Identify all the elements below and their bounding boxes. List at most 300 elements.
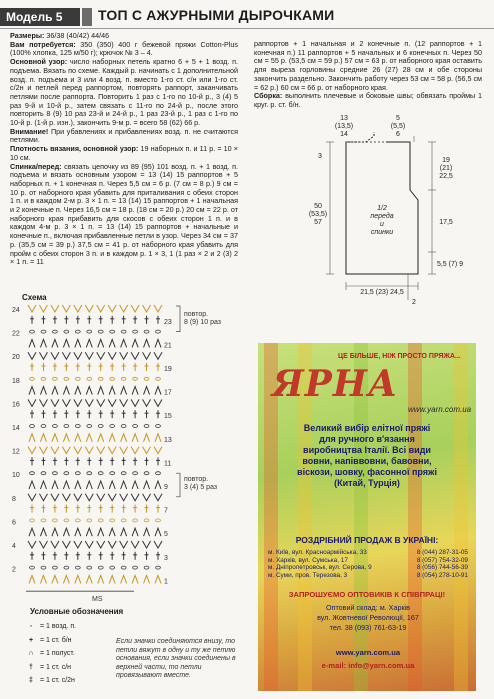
chart-stitch-mark bbox=[51, 352, 59, 359]
chart-stitch-mark bbox=[75, 566, 80, 569]
chart-row-label: 4 bbox=[12, 543, 16, 550]
chart-stitch-mark bbox=[85, 447, 93, 454]
retail-heading: РОЗДРІБНИЙ ПРОДАЖ В УКРАЇНІ: bbox=[295, 535, 439, 545]
ad-main-text: Великий вибір елітної пряжі для ручного в'язання виробництва Італії. Всі види вовни, напіввовни, бавовни, віскози, шовку, фасонної пряжі (Китай, Турція) bbox=[297, 423, 437, 488]
chart-row-label: 1 bbox=[164, 578, 168, 586]
dim-right-a-3: 22,5 bbox=[439, 173, 453, 180]
chart-stitch-mark bbox=[132, 434, 138, 442]
chart-stitch-mark bbox=[133, 472, 138, 475]
chart-stitch-mark bbox=[133, 330, 138, 333]
chart-stitch-mark bbox=[132, 481, 138, 489]
diagram-label-1: 1/2 bbox=[377, 205, 387, 212]
chart-stitch-mark bbox=[40, 575, 46, 583]
page-title: ТОП С АЖУРНЫМИ ДЫРОЧКАМИ bbox=[98, 7, 335, 23]
dim-top-mid-3: 6 bbox=[396, 131, 400, 138]
dim-right-b: 17,5 bbox=[439, 219, 453, 226]
chart-stitch-mark bbox=[62, 352, 70, 359]
chart-row-label: 6 bbox=[12, 519, 16, 527]
dim-top-left: 13 bbox=[340, 115, 348, 122]
header-marker bbox=[82, 8, 92, 26]
chart-stitch-mark bbox=[75, 339, 81, 347]
chart-stitch-mark bbox=[154, 541, 162, 548]
chart-stitch-mark bbox=[30, 566, 35, 569]
chart-stitch-mark bbox=[120, 399, 128, 406]
chart-stitch-mark bbox=[109, 339, 115, 347]
chart-stitch-mark bbox=[41, 425, 46, 428]
chart-stitch-mark bbox=[29, 434, 35, 442]
chart-stitch-mark bbox=[75, 377, 80, 380]
chart-row-label: 16 bbox=[12, 401, 20, 409]
chart-stitch-mark bbox=[86, 434, 92, 442]
treble-crochet-icon: ‡ bbox=[29, 677, 33, 684]
chart-row-label: 19 bbox=[164, 366, 172, 373]
chart-stitch-mark bbox=[29, 575, 35, 583]
chart-stitch-mark bbox=[40, 387, 46, 395]
main-pattern-paragraph: Основной узор: число наборных петель кратно 6 + 5 + 1 возд. п. подъема. Вязать по схеме. Каждый р. начинать с 1 дополнительной возд. п. подъема и 3 или 4 возд. п. вместо 1-го ст. с/н или 1-го ст. с/2н и петлей перед раппортом, повторять раппорт, заканчивать петлями после раппорта. Повторить 1 раз с 1-го по 10-й р., 3 (4) 5 раз 9-й и 10-й р., затем связать с 11-го по 24-й р., после этого повторить 8 (9) 10 раз 23-й и 24-й р., 1 раз 23-й р., 1 раз с 1-го по 10-й р. (1-й р. изн.), закончить 9-м р. = всего 58 (62) 66 р. bbox=[10, 57, 238, 128]
double-crochet-icon: † bbox=[29, 663, 33, 671]
chart-stitch-mark bbox=[154, 447, 162, 454]
chart-stitch-mark bbox=[108, 494, 116, 501]
chart-row-label: 17 bbox=[164, 389, 172, 397]
chart-stitch-mark bbox=[98, 481, 104, 489]
chart-stitch-mark bbox=[87, 425, 92, 428]
chart-stitch-mark bbox=[121, 519, 126, 522]
chart-stitch-mark bbox=[75, 387, 81, 395]
chart-stitch-mark bbox=[121, 377, 126, 380]
chart-stitch-mark bbox=[110, 566, 115, 569]
chart-stitch-mark bbox=[154, 352, 162, 359]
chart-stitch-mark bbox=[85, 494, 93, 501]
legend-item: † = 1 ст. с/н bbox=[22, 661, 132, 675]
chart-stitch-mark bbox=[39, 447, 47, 454]
chart-stitch-mark bbox=[98, 566, 103, 569]
chart-stitch-mark bbox=[51, 399, 59, 406]
chart-row-label: 7 bbox=[164, 507, 168, 515]
chart-stitch-mark bbox=[63, 339, 69, 347]
chart-stitch-mark bbox=[39, 541, 47, 548]
chart-stitch-mark bbox=[75, 519, 80, 522]
chart-stitch-mark bbox=[121, 330, 126, 333]
chart-stitch-mark bbox=[131, 352, 139, 359]
chart-stitch-mark bbox=[29, 387, 35, 395]
legend-item: ‡ = 1 ст. с/2н bbox=[22, 674, 132, 688]
chart-stitch-mark bbox=[108, 305, 116, 312]
chart-stitch-mark bbox=[62, 399, 70, 406]
diagram-label-2: переда bbox=[370, 213, 394, 220]
chart-stitch-mark bbox=[51, 541, 59, 548]
chart-stitch-mark bbox=[133, 566, 138, 569]
chart-stitch-mark bbox=[75, 434, 81, 442]
chart-stitch-mark bbox=[51, 447, 59, 454]
retail-row: м. Дніпропетровськ, вул. Серова, 9 8 (056) 744-56-39 bbox=[268, 564, 468, 572]
chart-stitch-mark bbox=[120, 447, 128, 454]
wholesale-invite: ЗАПРОШУЄМО ОПТОВИКІВ К СПІВПРАЦІ! bbox=[288, 590, 446, 599]
chart-stitch-mark bbox=[108, 399, 116, 406]
chart-row-label: 21 bbox=[164, 342, 172, 350]
chart-stitch-mark bbox=[29, 528, 35, 536]
chart-row-label: 15 bbox=[164, 413, 172, 421]
chart-stitch-mark bbox=[52, 481, 58, 489]
chart-stitch-mark bbox=[62, 494, 70, 501]
chart-stitch-mark bbox=[74, 305, 82, 312]
chart-row-label: 18 bbox=[12, 377, 20, 385]
dim-top-left-3: 14 bbox=[340, 131, 348, 138]
dim-right-c: 5,5 (7) 9 bbox=[436, 261, 464, 268]
chart-stitch-mark bbox=[28, 305, 36, 312]
chart-stitch-mark bbox=[41, 519, 46, 522]
repeat-count-top: 8 (9) 10 раз bbox=[184, 319, 221, 326]
chart-stitch-mark bbox=[75, 472, 80, 475]
chart-stitch-mark bbox=[87, 330, 92, 333]
chart-stitch-mark bbox=[63, 434, 69, 442]
chart-stitch-mark bbox=[30, 425, 35, 428]
chart-stitch-mark bbox=[86, 339, 92, 347]
chart-stitch-mark bbox=[28, 541, 36, 548]
chart-stitch-mark bbox=[131, 305, 139, 312]
chart-row-label: 10 bbox=[12, 472, 20, 480]
chart-row-label: 5 bbox=[164, 531, 168, 539]
garment-diagram bbox=[300, 115, 470, 312]
header-divider bbox=[0, 28, 494, 29]
chart-stitch-mark bbox=[110, 377, 115, 380]
chart-stitch-mark bbox=[40, 481, 46, 489]
chart-row-label: 24 bbox=[12, 307, 20, 314]
chart-stitch-mark bbox=[121, 528, 127, 536]
repeat-bracket-mid bbox=[176, 473, 180, 497]
chart-stitch-mark bbox=[131, 447, 139, 454]
chart-stitch-mark bbox=[155, 528, 161, 536]
chart-stitch-mark bbox=[40, 434, 46, 442]
chart-stitch-mark bbox=[132, 387, 138, 395]
chart-stitch-mark bbox=[30, 330, 35, 333]
chart-stitch-mark bbox=[133, 377, 138, 380]
instructions-right bbox=[254, 40, 482, 110]
back-front-paragraph: Спинка/перед: связать цепочку из 89 (95) 101 возд. п. + 1 возд. п. подъема и вязать основным узором = 13 (14) 15 раппортов + 5 наборных п. + 1 конечная п. Через 5,5 см = 6 р. (7 см = 8 р.) 9 см = 10 р. от наборного края убавить для приталивания с обеих сторон 1 п. и в каждом 2-м р. 3 × 1 п. = 13 (14) 15 раппортов + 1 начальная и 2 конечные п. Через 16,5 см = 18 р. (18 см = 20 р.) 20 см = 22 р. от наборного края прибавить для скосов с обеих сторон 1 п. и в каждом 4-м р. 3 × 1 п. = 13 (14) 15 раппортов + начальные и конечные п., включая прибавленные петли в узор. Через 34 см = 37 р. (35,5 см = 39 р.) 37,5 см = 41 р. от наборного края убавить для пройм с обеих сторон 3 п. и в каждом р. 1 × 3, 1 (1 раз × 2 и 2 (3) 2 × 1 п. = 11 bbox=[10, 161, 238, 267]
chart-stitch-mark bbox=[121, 339, 127, 347]
chart-stitch-mark bbox=[86, 387, 92, 395]
chart-stitch-mark bbox=[108, 352, 116, 359]
chart-stitch-mark bbox=[87, 519, 92, 522]
repeat-label-mid: повтор. bbox=[184, 476, 209, 484]
chart-stitch-mark bbox=[74, 399, 82, 406]
chart-stitch-mark bbox=[64, 566, 69, 569]
chart-stitch-mark bbox=[86, 575, 92, 583]
chart-stitch-mark bbox=[108, 447, 116, 454]
brand-logo: ЯРНА bbox=[272, 363, 399, 405]
chart-stitch-mark bbox=[110, 330, 115, 333]
chart-ms-label: MS bbox=[92, 596, 103, 604]
chart-stitch-mark bbox=[41, 472, 46, 475]
chart-stitch-mark bbox=[75, 425, 80, 428]
chart-stitch-mark bbox=[64, 330, 69, 333]
chart-stitch-mark bbox=[143, 399, 151, 406]
chart-stitch-mark bbox=[121, 481, 127, 489]
chart-stitch-mark bbox=[98, 434, 104, 442]
chart-stitch-mark bbox=[98, 472, 103, 475]
half-double-icon: ∩ bbox=[28, 650, 34, 657]
chart-stitch-mark bbox=[75, 330, 80, 333]
chart-stitch-mark bbox=[156, 566, 161, 569]
chart-stitch-mark bbox=[144, 387, 150, 395]
chart-stitch-mark bbox=[154, 305, 162, 312]
chart-stitch-mark bbox=[75, 528, 81, 536]
chart-stitch-mark bbox=[98, 387, 104, 395]
chart-stitch-mark bbox=[144, 481, 150, 489]
chart-stitch-mark bbox=[98, 519, 103, 522]
dim-right-a: 19 bbox=[442, 157, 450, 164]
chart-row-label: 23 bbox=[164, 318, 172, 326]
chart-stitch-mark bbox=[110, 425, 115, 428]
chart-row-label: 9 bbox=[164, 484, 168, 491]
chart-stitch-mark bbox=[28, 494, 36, 501]
chart-stitch-mark bbox=[144, 425, 149, 428]
chart-stitch-mark bbox=[156, 519, 161, 522]
chart-stitch-mark bbox=[74, 494, 82, 501]
chart-stitch-mark bbox=[97, 494, 105, 501]
dim-bottom: 21,5 (23) 24,5 bbox=[360, 289, 404, 296]
legend-item: ◦ = 1 возд. п. bbox=[22, 620, 132, 634]
chart-stitch-mark bbox=[143, 352, 151, 359]
chart-stitch-mark bbox=[109, 387, 115, 395]
dim-left-mark: 3 bbox=[318, 153, 322, 160]
chart-stitch-mark bbox=[53, 330, 58, 333]
chart-stitch-mark bbox=[28, 447, 36, 454]
chart-stitch-mark bbox=[144, 566, 149, 569]
chart-stitch-mark bbox=[155, 481, 161, 489]
chart-stitch-mark bbox=[30, 472, 35, 475]
chart-stitch-mark bbox=[74, 541, 82, 548]
wholesale-info: Оптовий склад: м. Харків вул. Жовтневої Революції, 167 тел. 38 (093) 761-63-19 bbox=[317, 603, 419, 632]
chart-stitch-mark bbox=[109, 434, 115, 442]
dim-top-mid-2: (5,5) bbox=[390, 123, 406, 130]
single-crochet-icon: + bbox=[28, 636, 34, 644]
chart-stitch-mark bbox=[121, 472, 126, 475]
retail-row: м. Харків, вул. Сумська, 17 8 (057) 754-32-09 bbox=[268, 556, 468, 564]
gauge-paragraph: Плотность вязания, основной узор: 19 наборных п. и 11 р. = 10 × 10 см. bbox=[10, 144, 238, 162]
materials-paragraph: Вам потребуется: 350 (350) 400 г бежевой пряжи Cotton-Plus (100% хлопка, 125 м/50 г); крючок № 3 – 4. bbox=[10, 39, 238, 58]
chart-stitch-mark bbox=[53, 425, 58, 428]
chart-stitch-mark bbox=[144, 575, 150, 583]
chart-stitch-mark bbox=[64, 519, 69, 522]
chart-stitch-mark bbox=[156, 425, 161, 428]
chart-stitch-mark bbox=[74, 447, 82, 454]
repeat-count-mid: 3 (4) 5 раз bbox=[184, 484, 218, 492]
chart-stitch-mark bbox=[110, 472, 115, 475]
chart-stitch-mark bbox=[97, 305, 105, 312]
chart-stitch-mark bbox=[62, 305, 70, 312]
email-link[interactable]: e-mail: info@yarn.com.ua bbox=[321, 661, 415, 670]
chart-stitch-mark bbox=[64, 425, 69, 428]
chart-stitch-mark bbox=[132, 575, 138, 583]
chart-row-label: 22 bbox=[12, 330, 20, 338]
dim-left-total-2: (53,5) bbox=[308, 211, 328, 218]
chart-stitch-mark bbox=[39, 399, 47, 406]
dim-top-mid: 5 bbox=[396, 115, 400, 122]
continuation-paragraph: раппортов + 1 начальная и 2 конечные п. (12 раппортов + 1 конечная п.) 11 раппортов + 5 начальных и 6 конечных п. Через 50 см = 55 р. (53,5 см = 59 р.) 57 см = 63 р. от наборного края оставить для выреза горловины средние 26 (27) 28 см и обе стороны закончить раздельно. Закончить работу через 53 см = 58 р. (56,5 см = 62 р.) 60 см = 66 р. от наборного края. bbox=[254, 39, 482, 92]
chart-stitch-mark bbox=[53, 472, 58, 475]
chart-row-label: 20 bbox=[12, 354, 20, 362]
repeat-label-top: повтор. bbox=[184, 311, 209, 318]
chart-stitch-mark bbox=[98, 425, 103, 428]
chart-stitch-mark bbox=[63, 528, 69, 536]
chart-stitch-mark bbox=[86, 481, 92, 489]
chart-stitch-mark bbox=[110, 519, 115, 522]
chart-stitch-mark bbox=[133, 425, 138, 428]
chart-stitch-mark bbox=[41, 566, 46, 569]
chart-stitch-mark bbox=[156, 330, 161, 333]
chart-stitch-mark bbox=[144, 472, 149, 475]
chart-stitch-mark bbox=[53, 377, 58, 380]
chart-stitch-mark bbox=[62, 447, 70, 454]
chart-stitch-mark bbox=[121, 566, 126, 569]
chart-stitch-mark bbox=[143, 447, 151, 454]
chart-stitch-mark bbox=[40, 339, 46, 347]
chart-stitch-mark bbox=[144, 339, 150, 347]
chart-stitch-mark bbox=[52, 575, 58, 583]
chart-stitch-mark bbox=[109, 528, 115, 536]
chain-stitch-icon: ◦ bbox=[29, 623, 33, 630]
logo-url: www.yarn.com.ua bbox=[408, 405, 472, 414]
chart-stitch-mark bbox=[87, 566, 92, 569]
chart-stitch-mark bbox=[64, 472, 69, 475]
chart-stitch-mark bbox=[39, 305, 47, 312]
chart-stitch-mark bbox=[154, 399, 162, 406]
dim-right-a-2: (21) bbox=[439, 165, 453, 172]
retail-row: м. Суми, пров. Терезова, 3 8 (054) 278-10-91 bbox=[268, 571, 468, 579]
chart-row-label: 14 bbox=[12, 425, 20, 432]
chart-stitch-mark bbox=[39, 494, 47, 501]
chart-stitch-mark bbox=[121, 425, 126, 428]
chart-stitch-mark bbox=[132, 339, 138, 347]
yarn-advertisement bbox=[258, 343, 476, 691]
legend-title: Условные обозначения bbox=[30, 607, 124, 616]
chart-stitch-mark bbox=[154, 494, 162, 501]
chart-stitch-mark bbox=[144, 330, 149, 333]
chart-row-label: 2 bbox=[12, 566, 16, 574]
chart-stitch-mark bbox=[85, 541, 93, 548]
website-link[interactable]: www.yarn.com.ua bbox=[335, 648, 401, 657]
chart-stitch-mark bbox=[87, 377, 92, 380]
chart-stitch-mark bbox=[41, 330, 46, 333]
model-label: Модель 5 bbox=[0, 8, 80, 26]
chart-stitch-mark bbox=[131, 541, 139, 548]
chart-stitch-mark bbox=[120, 305, 128, 312]
chart-row-label: 13 bbox=[164, 436, 172, 444]
chart-stitch-mark bbox=[132, 528, 138, 536]
chart-stitch-mark bbox=[97, 447, 105, 454]
chart-stitch-mark bbox=[63, 387, 69, 395]
chart-stitch-mark bbox=[98, 330, 103, 333]
chart-stitch-mark bbox=[143, 305, 151, 312]
chart-stitch-mark bbox=[121, 434, 127, 442]
chart-stitch-mark bbox=[98, 377, 103, 380]
dim-bottom-mark: 2 bbox=[412, 299, 416, 306]
chart-stitch-mark bbox=[63, 481, 69, 489]
retail-list bbox=[268, 549, 468, 579]
chart-stitch-mark bbox=[40, 528, 46, 536]
chart-stitch-mark bbox=[63, 575, 69, 583]
chart-stitch-mark bbox=[85, 399, 93, 406]
chart-stitch-mark bbox=[98, 575, 104, 583]
chart-stitch-mark bbox=[131, 399, 139, 406]
ad-slogan: ЦЕ БІЛЬШЕ, НІЖ ПРОСТО ПРЯЖА... bbox=[338, 353, 461, 360]
chart-stitch-mark bbox=[51, 494, 59, 501]
legend-item: + = 1 ст. б/н bbox=[22, 634, 132, 648]
chart-stitch-mark bbox=[52, 339, 58, 347]
chart-stitch-mark bbox=[85, 305, 93, 312]
chart-stitch-mark bbox=[30, 377, 35, 380]
chart-stitch-mark bbox=[155, 575, 161, 583]
chart-stitch-mark bbox=[29, 339, 35, 347]
chart-stitch-mark bbox=[120, 494, 128, 501]
assembly-paragraph: Сборка: выполнить плечевые и боковые швы; обвязать проймы 1 круг. р. ст. б/н. bbox=[254, 91, 482, 109]
chart-stitch-mark bbox=[131, 494, 139, 501]
chart-stitch-mark bbox=[144, 434, 150, 442]
chart-stitch-mark bbox=[52, 434, 58, 442]
chart-stitch-mark bbox=[155, 339, 161, 347]
chart-stitch-mark bbox=[108, 541, 116, 548]
chart-stitch-mark bbox=[28, 399, 36, 406]
dim-top-left-2: (13,5) bbox=[334, 123, 354, 130]
dim-left-total-3: 57 bbox=[314, 219, 322, 226]
chart-stitch-mark bbox=[156, 472, 161, 475]
chart-stitch-mark bbox=[52, 528, 58, 536]
chart-row-label: 11 bbox=[164, 460, 172, 468]
chart-stitch-mark bbox=[75, 481, 81, 489]
chart-stitch-mark bbox=[155, 434, 161, 442]
chart-stitch-mark bbox=[64, 377, 69, 380]
chart-stitch-mark bbox=[53, 519, 58, 522]
chart-stitch-mark bbox=[144, 519, 149, 522]
chart-stitch-mark bbox=[74, 352, 82, 359]
legend-note: Если значки соединяются внизу, то петли вяжут в одну и ту же петлю основания, если значки соединены в верхней части, то петли провязывают вместе. bbox=[116, 638, 236, 680]
chart-stitch-mark bbox=[144, 528, 150, 536]
chart-stitch-mark bbox=[97, 399, 105, 406]
sizes-paragraph: Размеры: 36/38 (40/42) 44/46 bbox=[10, 31, 110, 40]
diagram-label-4: спинки bbox=[370, 229, 394, 236]
chart-stitch-mark bbox=[30, 519, 35, 522]
chart-stitch-mark bbox=[87, 472, 92, 475]
chart-stitch-mark bbox=[133, 519, 138, 522]
chart-stitch-mark bbox=[156, 377, 161, 380]
chart-stitch-mark bbox=[98, 528, 104, 536]
chart-stitch-mark bbox=[85, 352, 93, 359]
chart-stitch-mark bbox=[86, 528, 92, 536]
dim-left-total: 50 bbox=[314, 203, 322, 210]
attention-paragraph: Внимание! При убавлениях и прибавлениях возд. п. не считаются петлями. bbox=[10, 126, 238, 145]
chart-stitch-mark bbox=[120, 541, 128, 548]
chart-stitch-mark bbox=[155, 387, 161, 395]
chart-stitch-mark bbox=[53, 566, 58, 569]
chart-stitch-mark bbox=[144, 377, 149, 380]
chart-stitch-mark bbox=[52, 387, 58, 395]
chart-stitch-mark bbox=[121, 387, 127, 395]
chart-stitch-mark bbox=[121, 575, 127, 583]
crochet-chart bbox=[8, 302, 238, 602]
chart-title: Схема bbox=[22, 293, 47, 302]
chart-stitch-mark bbox=[62, 541, 70, 548]
chart-stitch-mark bbox=[98, 339, 104, 347]
chart-stitch-mark bbox=[97, 352, 105, 359]
chart-row-label: 3 bbox=[164, 554, 168, 562]
instructions-left bbox=[10, 32, 238, 267]
chart-stitch-mark bbox=[109, 575, 115, 583]
repeat-bracket-top bbox=[176, 306, 180, 332]
retail-row: м. Київ, вул. Красноармійська, 33 8 (044) 287-31-05 bbox=[268, 549, 468, 556]
chart-stitch-mark bbox=[97, 541, 105, 548]
chart-stitch-mark bbox=[75, 575, 81, 583]
chart-row-label: 8 bbox=[12, 495, 16, 503]
